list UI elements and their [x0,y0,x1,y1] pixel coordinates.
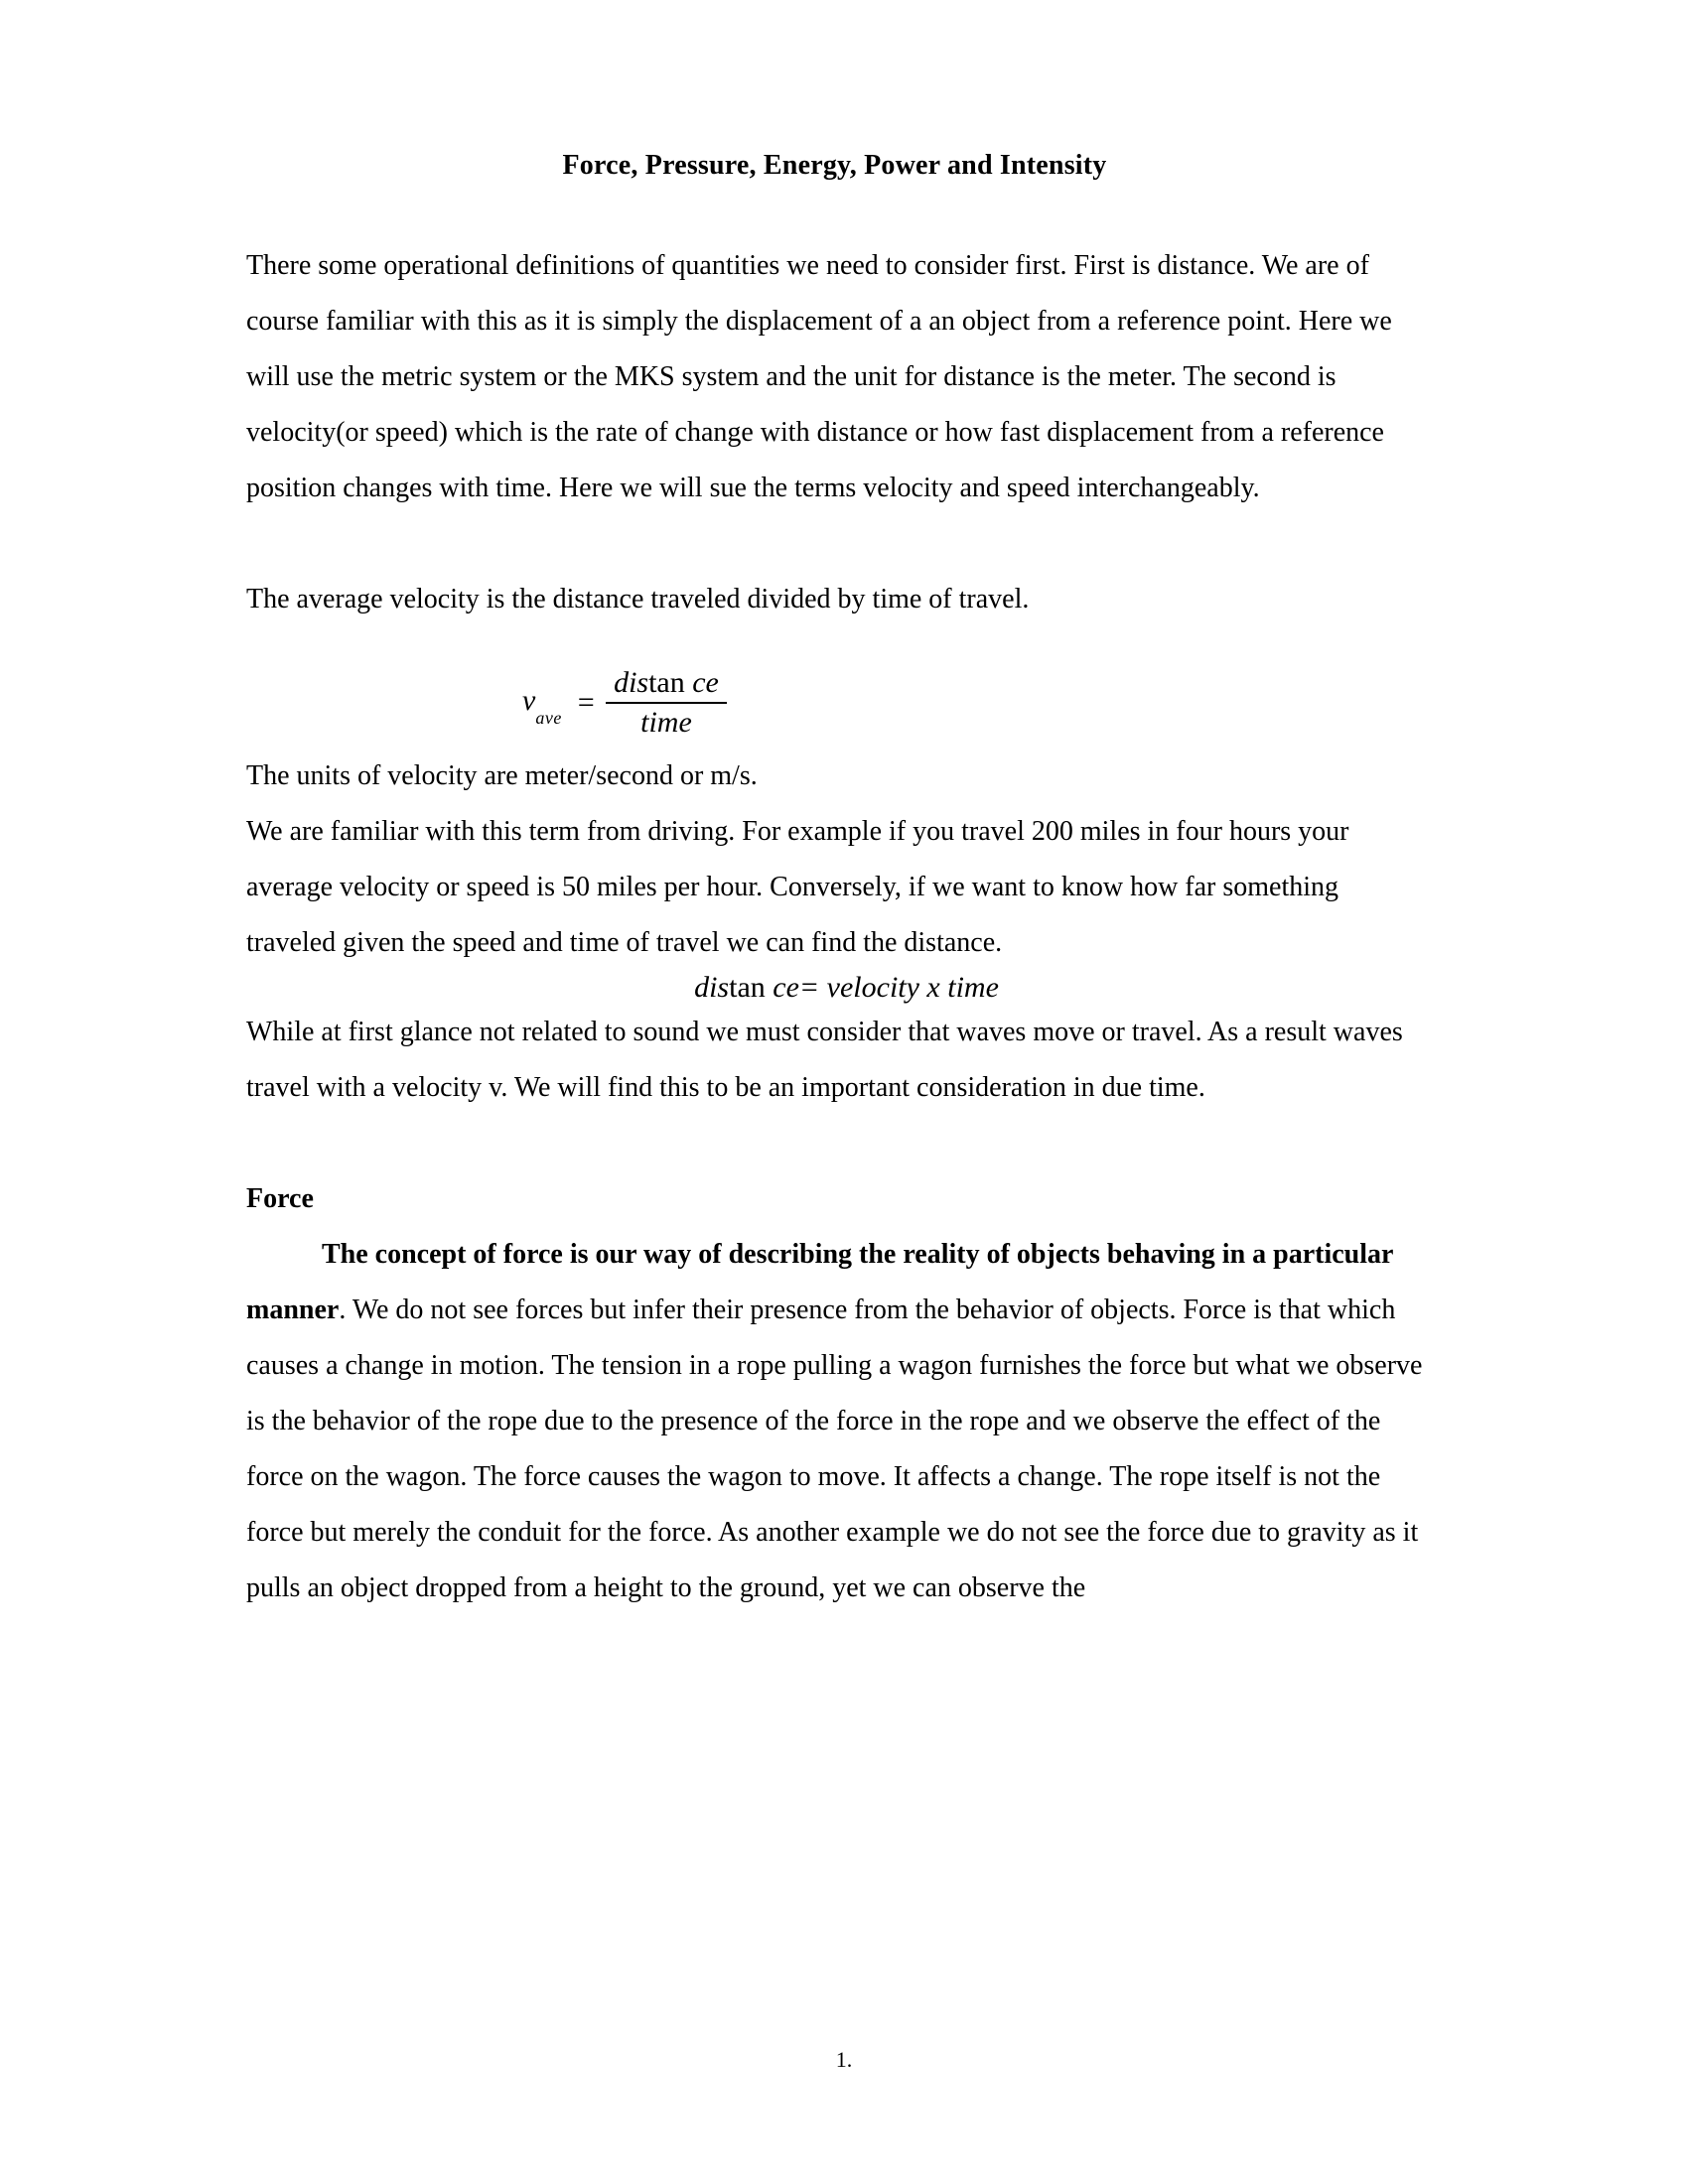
equation-variable-v: $v_{ave}$ [522,683,562,728]
document-content [246,149,1423,1616]
equation-subscript-ave: ave [535,707,562,728]
paragraph-definitions: There some operational definitions of quantities we need to consider first. First is distance. We are of course familiar with this as it is simply the displacement of a an object from a reference point. Here we will use the metric system or the MKS system and the unit for distance is the meter. The second is velocity(or speed) which is the rate of change with distance or how fast displacement from a reference position changes with time. Here we will sue the terms velocity and speed interchangeably. [246,249,1392,503]
force-lead-bold-text: The concept of force is our way of describing the reality of objects behaving in a particular manner [246,1239,1393,1326]
page-number-footer: 1. [835,2047,853,2072]
force-body-rest-text: . We do not see forces but infer their presence from the behavior of objects. Force is that which causes a change in motion. The tension in a rope pulling a wagon furnishes the force but what we observe is the behavior of the rope due to the presence of the force in the rope and we observe the effect of the force on the wagon. The force causes the wagon to move. It affects a change. The rope itself is not the force but merely the conduit for the force. As another example we do not see the force due to gravity as it pulls an object dropped from a height to the ground, yet we can observe the [246,1295,1423,1604]
paragraph-driving-example: We are familiar with this term from driving. For example if you travel 200 miles in four hours your average velocity or speed is 50 miles per hour. Conversely, if we want to know how far something traveled given the speed and time of travel we can find the distance. [246,816,1349,959]
spacer [246,739,1423,749]
page-title: Force, Pressure, Energy, Power and Intensity [562,150,1107,181]
paragraph-velocity-units: The units of velocity are meter/second or m/s. [246,760,758,792]
spacer [246,516,1423,572]
spacer [246,627,1423,667]
equation-distance: distan ce= velocity x time [694,971,999,1005]
section-heading-force: Force [246,1183,314,1215]
equation-average-velocity [246,667,1423,740]
equation-equals-sign: = [575,685,597,719]
spacer [246,1116,1423,1171]
equation-denominator: time [640,705,692,739]
paragraph-average-velocity-intro: The average velocity is the distance traveled divided by time of travel. [246,583,1030,614]
paragraph-waves-velocity: While at first glance not related to sound we must consider that waves move or travel. As a result waves travel with a velocity v. We will find this to be an important consideration in due time. [246,1017,1403,1104]
equation-numerator: distan ce [614,665,719,699]
spacer [246,183,1423,238]
paragraph-force-body [246,1227,1423,1616]
equation-fraction [606,667,727,740]
